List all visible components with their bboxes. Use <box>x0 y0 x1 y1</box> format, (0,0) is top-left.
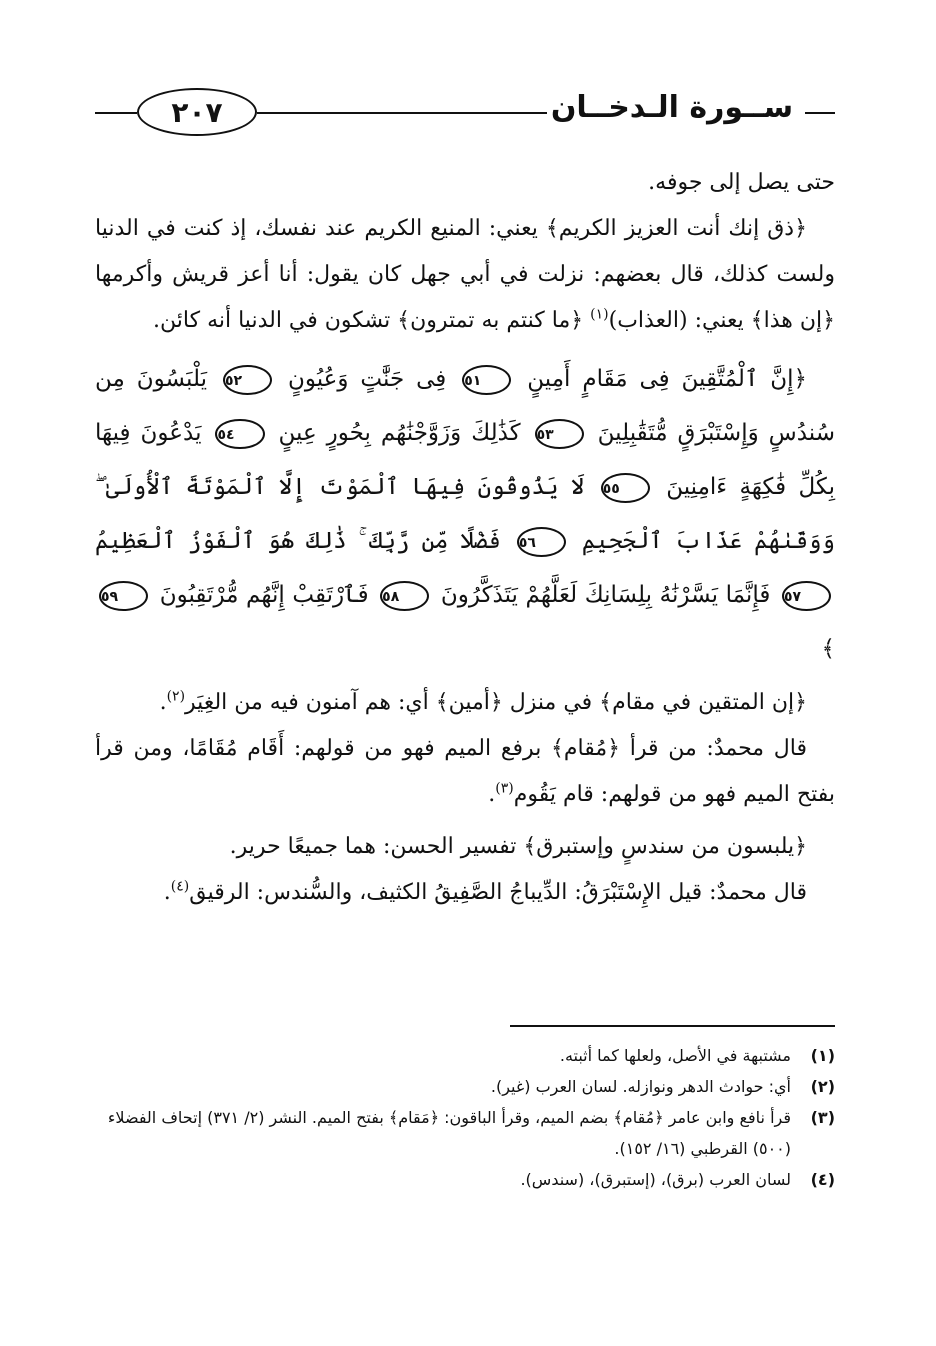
footnote-text: قرأ نافع وابن عامر ﴿مُقام﴾ بضم الميم، وقرأ الباقون: ﴿مَقام﴾ بفتح الميم. النشر (٢/ ٣٧١) إتحاف الفضلاء (٥٠٠) القرطبي (١٦/ ١٥٢). <box>107 1108 791 1158</box>
verse-number-marker: ٥٧ <box>782 581 831 611</box>
footnote-text: أي: حوادث الدهر ونوازله. لسان العرب (غير). <box>490 1077 791 1096</box>
surah-title: ســورة الـدخــان <box>547 84 797 132</box>
verse-number-marker: ٥١ <box>462 365 511 395</box>
footnotes <box>95 1040 835 1195</box>
page-header <box>95 84 835 134</box>
paragraph-4-end: . <box>488 782 496 807</box>
verse-text: فِى جَنَّٰتٍ وَعُيُونٍ <box>287 366 447 392</box>
paragraph-2-text: ﴿ذق إنك أنت العزيز الكريم﴾ يعني: المنيع الكريم عند نفسك، إذ كنت في الدنيا ولست كذلك، قال بعضهم: نزلت في أبي جهل كان يقول: أنا أعز قريش وأكرمها ﴿إن هذا﴾ يعني: (العذاب) <box>95 216 836 333</box>
footnote-ref-1[interactable]: (١) <box>590 306 609 323</box>
verse-text: لَا يَذُوقُونَ فِيهَا ٱلْمَوْتَ إِلَّا ٱلْمَوْتَةَ ٱلْأُولَىٰ ۖ وَوَقَىٰهُمْ عَذَابَ ٱلْجَحِيمِ <box>95 474 836 554</box>
header-rule-right <box>805 112 835 114</box>
verse-number-marker: ٥٦ <box>517 527 566 557</box>
verse-text: كَذَٰلِكَ وَزَوَّجْنَٰهُم بِحُورٍ عِينٍ <box>278 420 521 446</box>
footnote-text: لسان العرب (برق)، (إستبرق)، (سندس). <box>520 1170 791 1189</box>
footnote-number: (١) <box>810 1046 835 1065</box>
footnote-3 <box>95 1102 835 1164</box>
footnote-1 <box>95 1040 835 1071</box>
verse-number-marker: ٥٢ <box>223 365 272 395</box>
paragraph-4 <box>95 726 835 818</box>
verse-number-marker: ٥٨ <box>380 581 429 611</box>
paragraph-1: حتى يصل إلى جوفه. <box>648 170 835 195</box>
verse-text: ﴿إِنَّ ٱلْمُتَّقِينَ فِى مَقَامٍ أَمِينٍ <box>527 366 808 392</box>
verse-text: فَإِنَّمَا يَسَّرْنَٰهُ بِلِسَانِكَ لَعَلَّهُمْ يَتَذَكَّرُونَ <box>440 582 771 608</box>
paragraph-2-tail: ﴿ما كنتم به تمترون﴾ تشكون في الدنيا أنه كائن. <box>153 308 591 333</box>
verse-text: يَلْبَسُونَ مِن سُندُسٍ وَإِسْتَبْرَقٍ مُّتَقَٰبِلِينَ <box>95 366 836 446</box>
paragraph-3 <box>95 680 835 726</box>
verse-text: يَدْعُونَ فِيهَا بِكُلِّ فَٰكِهَةٍ ءَامِنِينَ <box>95 420 835 500</box>
paragraph-6 <box>95 870 835 916</box>
paragraph-3-end: . <box>159 690 167 715</box>
footnote-ref-3[interactable]: (٣) <box>495 780 514 797</box>
footnote-separator <box>510 1025 835 1027</box>
verse-number-marker: ٥٤ <box>215 419 264 449</box>
paragraph-2 <box>95 206 835 344</box>
verse-number-marker: ٥٥ <box>601 473 650 503</box>
verse-text: فَضْلًا مِّن رَّبِّكَ ۚ ذَٰلِكَ هُوَ ٱلْفَوْزُ ٱلْعَظِيمُ <box>95 528 501 554</box>
verse-text: فَٱرْتَقِبْ إِنَّهُم مُّرْتَقِبُونَ <box>159 582 369 608</box>
paragraph-3-text: ﴿إن المتقين في مقام﴾ في منزل ﴿أمين﴾ أي: هم آمنون فيه من الغِيَر <box>185 690 807 715</box>
verses-close-bracket: ﴾ <box>821 636 835 662</box>
footnote-number: (٢) <box>810 1077 835 1096</box>
footnote-number: (٤) <box>810 1170 835 1189</box>
footnote-text: مشتبهة في الأصل، ولعلها كما أثبته. <box>559 1046 791 1065</box>
paragraph-5: ﴿يلبسون من سندسٍ وإستبرق﴾ تفسير الحسن: هما جميعًا حرير. <box>229 834 807 859</box>
paragraph-6-text: قال محمدٌ: قيل الإِسْتَبْرَقُ: الدِّيباجُ الصَّفِيقُ الكثيف، والسُّندس: الرقيق <box>189 880 807 905</box>
paragraph-4-text: قال محمدٌ: من قرأ ﴿مُقام﴾ برفع الميم فهو من قولهم: أَقَام مُقَامًا، ومن قرأ بفتح الميم فهو من قولهم: قام يَقُوم <box>95 736 835 807</box>
footnote-2 <box>95 1071 835 1102</box>
verse-number-marker: ٥٩ <box>99 581 148 611</box>
page-number: ٢٠٧ <box>137 88 257 136</box>
footnote-ref-2[interactable]: (٢) <box>166 688 186 705</box>
quran-verses <box>95 352 835 676</box>
verse-number-marker: ٥٣ <box>535 419 584 449</box>
footnote-4 <box>95 1164 835 1195</box>
footnote-number: (٣) <box>810 1108 835 1127</box>
footnote-ref-4[interactable]: (٤) <box>170 878 190 895</box>
paragraph-6-end: . <box>163 880 171 905</box>
body-text <box>95 160 835 916</box>
header-rule-left <box>95 112 137 114</box>
